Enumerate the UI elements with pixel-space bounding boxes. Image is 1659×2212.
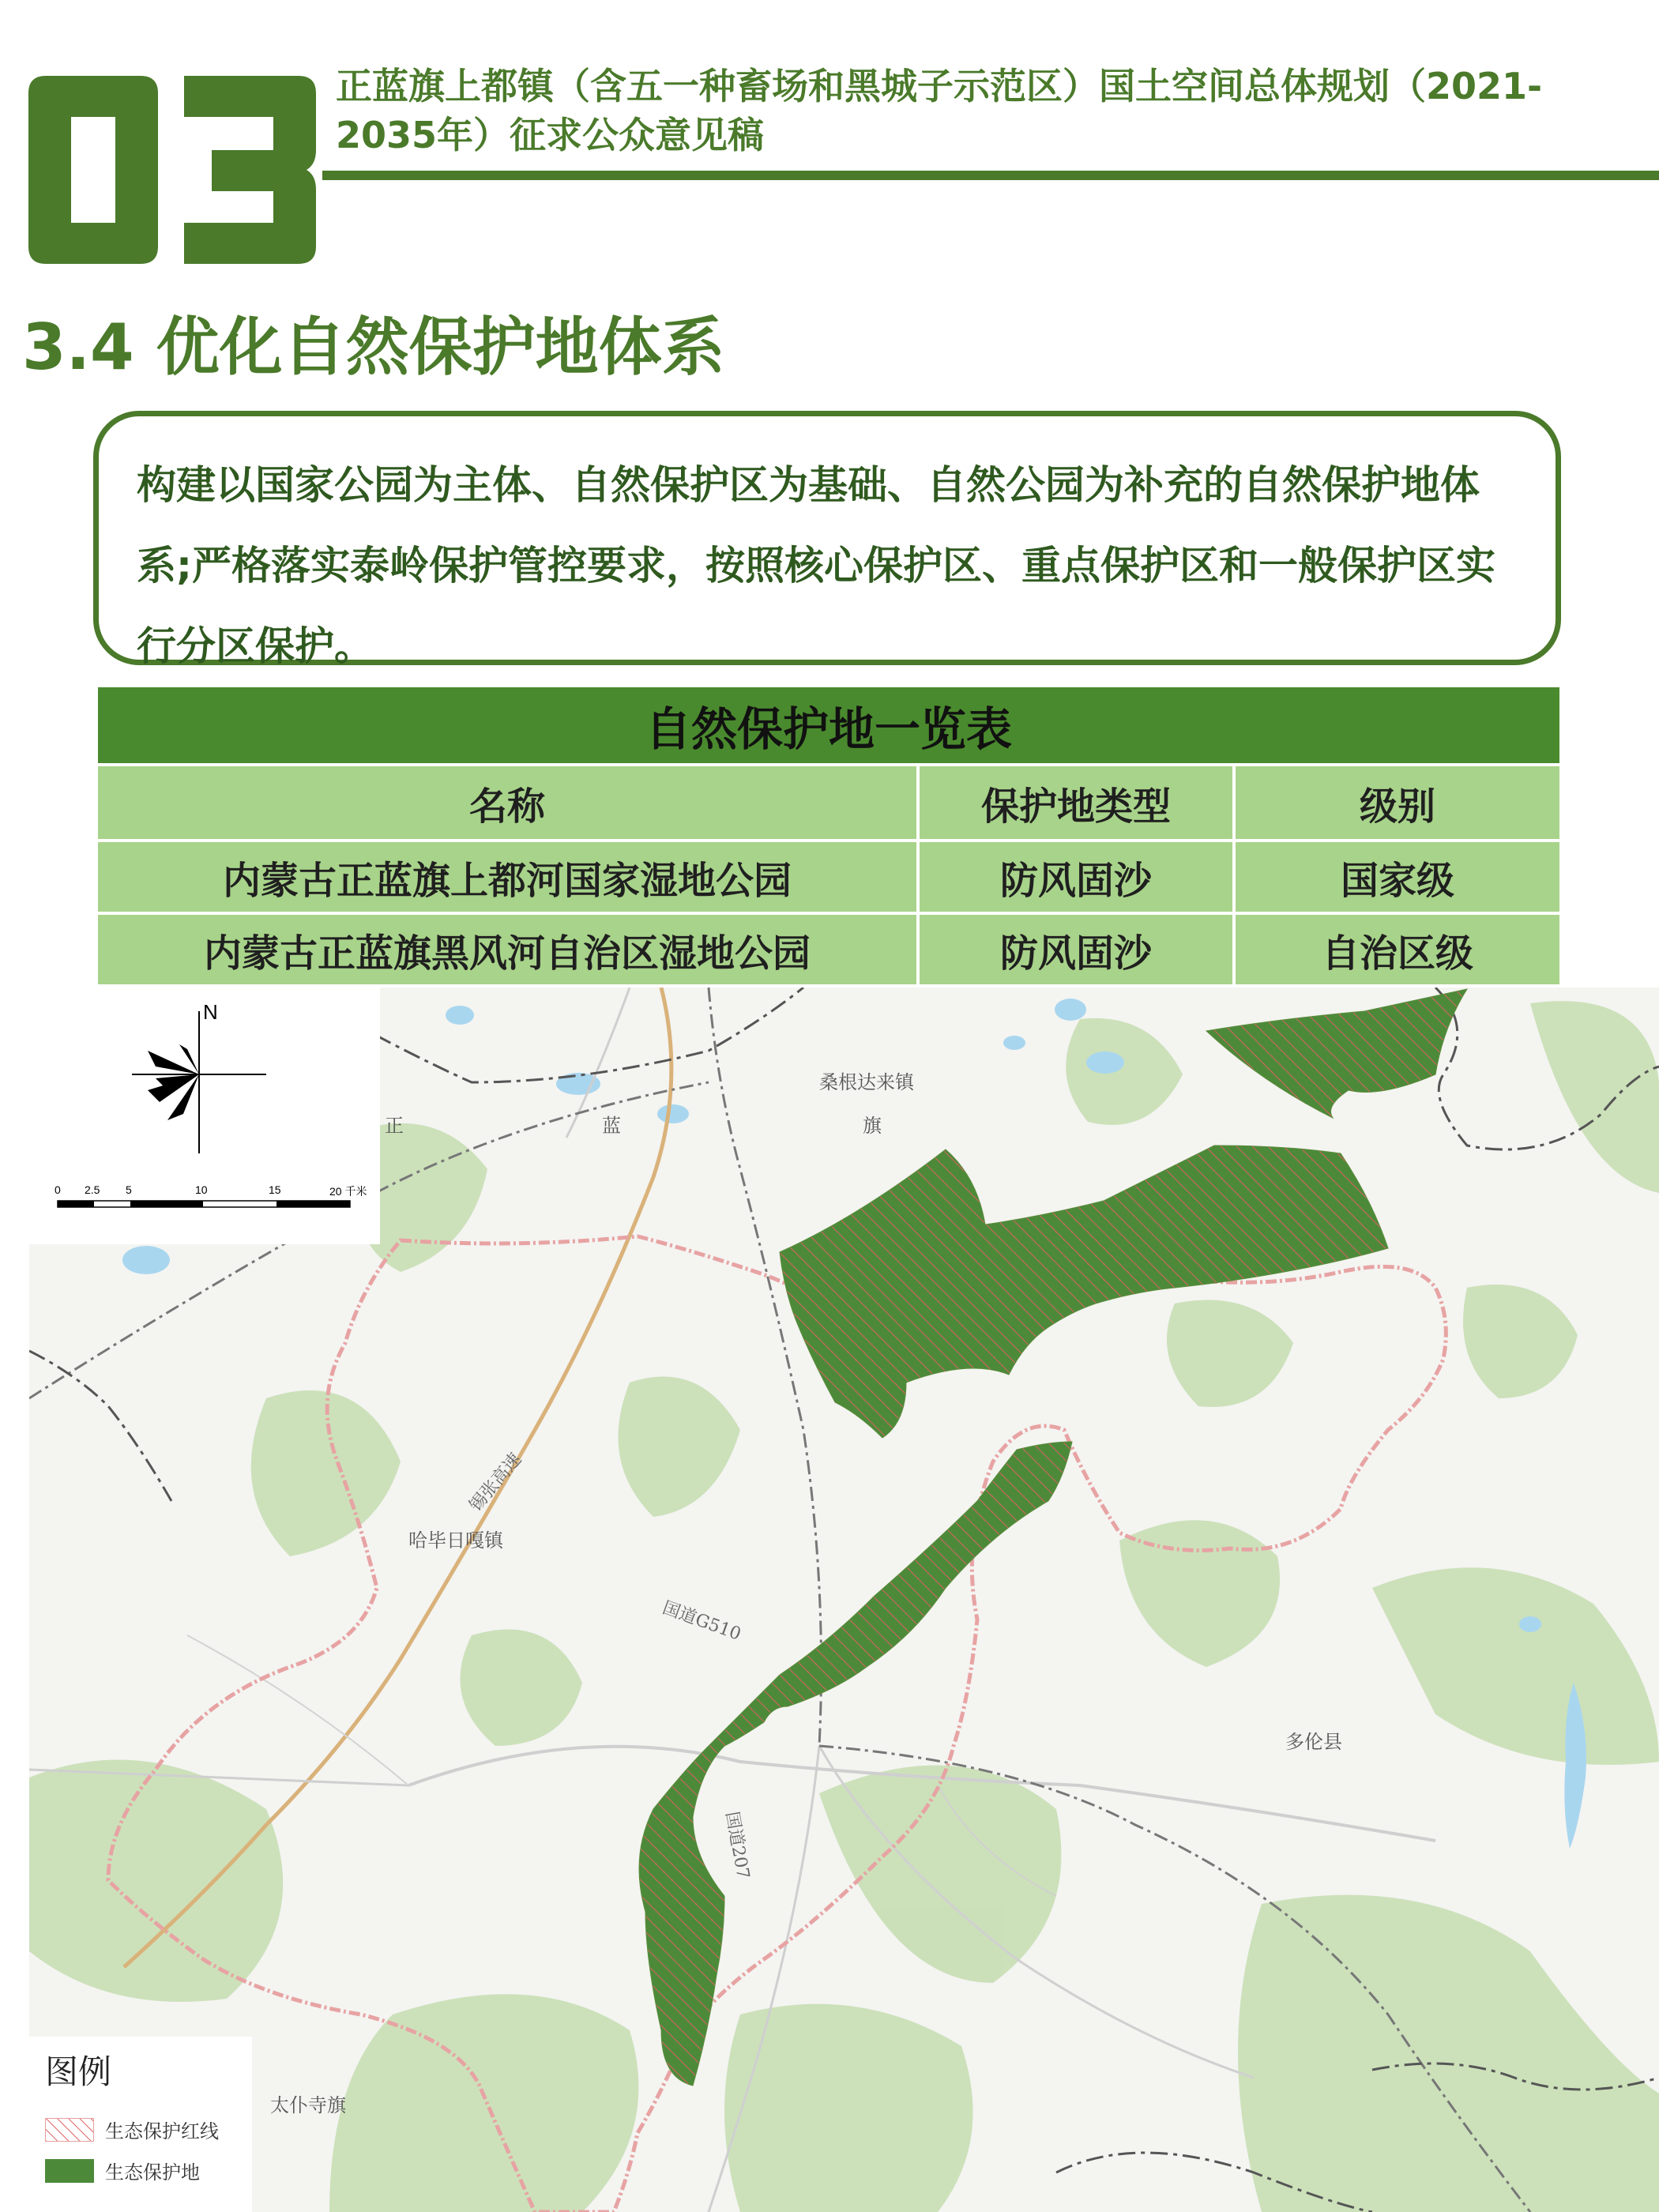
summary-callout: [93, 411, 1561, 669]
scale-tick-5: 5: [126, 1183, 132, 1196]
scale-tick-20: 20 千米: [329, 1185, 367, 1198]
road-label-g510: 国道G510: [660, 1597, 744, 1645]
legend-label: 生态保护地: [105, 2161, 200, 2184]
protected-area-north: [1206, 989, 1467, 1118]
legend-title: 图例: [45, 2052, 112, 2091]
cell-name: 内蒙古正蓝旗上都河国家湿地公园: [96, 841, 918, 913]
place-label-qi: 旗: [863, 1115, 882, 1137]
hatch-swatch-icon: [45, 2118, 94, 2142]
table-row: [96, 913, 1561, 986]
cell-name: 内蒙古正蓝旗黑风河自治区湿地公园: [96, 913, 918, 986]
scale-tick-2-5: 2.5: [85, 1183, 100, 1196]
place-label-taipusi: 太仆寺旗: [270, 2094, 346, 2116]
north-label: N: [203, 1000, 218, 1024]
cell-type: 防风固沙: [918, 841, 1234, 913]
protected-areas-table: [95, 684, 1563, 988]
cell-type: 防风固沙: [918, 913, 1234, 986]
table-header-row: [96, 765, 1561, 841]
place-label-sanggen: 桑根达来镇: [819, 1071, 914, 1093]
cell-level: 自治区级: [1234, 913, 1561, 986]
place-label-habiriga: 哈毕日嘎镇: [408, 1529, 503, 1552]
section-heading: [22, 304, 725, 391]
section-number: 3.4: [22, 310, 134, 384]
header-divider: [322, 171, 1659, 180]
planning-map[interactable]: [29, 988, 1659, 2212]
place-label-zheng: 正: [385, 1115, 404, 1137]
col-header-name: 名称: [96, 765, 918, 841]
section-title: 优化自然保护地体系: [156, 310, 725, 384]
scale-tick-0: 0: [55, 1183, 61, 1196]
scale-tick-15: 15: [269, 1183, 281, 1196]
compass-rose-icon: [29, 988, 380, 1244]
chapter-number-graphic: [22, 71, 322, 269]
road-label-g207: 国道207: [721, 1810, 753, 1881]
col-header-type: 保护地类型: [918, 765, 1234, 841]
legend-item-redline: [45, 2116, 219, 2143]
legend-label: 生态保护红线: [105, 2120, 219, 2142]
road-label-expressway: 锡张高速: [465, 1450, 526, 1516]
cell-level: 国家级: [1234, 841, 1561, 913]
place-label-lan: 蓝: [602, 1115, 621, 1137]
col-header-level: 级别: [1234, 765, 1561, 841]
place-label-duolun: 多伦县: [1285, 1731, 1342, 1753]
legend-item-protected: [45, 2157, 200, 2184]
north-arrow-and-scale: [29, 988, 380, 1244]
protected-area-central: [780, 1146, 1388, 1438]
summary-text: 构建以国家公园为主体、自然保护区为基础、自然公园为补充的自然保护地体系;严格落实泰岭保护管控要求，按照核心保护区、重点保护区和一般保护区实行分区保护。: [137, 462, 1495, 669]
document-title: 正蓝旗上都镇（含五一种畜场和黑城子示范区）国土空间总体规划（2021-2035年）征求公众意见稿: [336, 65, 1543, 156]
protected-area-southwest: [639, 1442, 1072, 2086]
table-row: [96, 841, 1561, 913]
green-swatch-icon: [45, 2159, 94, 2183]
scale-tick-10: 10: [195, 1183, 208, 1196]
map-legend: [29, 2037, 252, 2212]
table-title: 自然保护地一览表: [96, 686, 1561, 765]
